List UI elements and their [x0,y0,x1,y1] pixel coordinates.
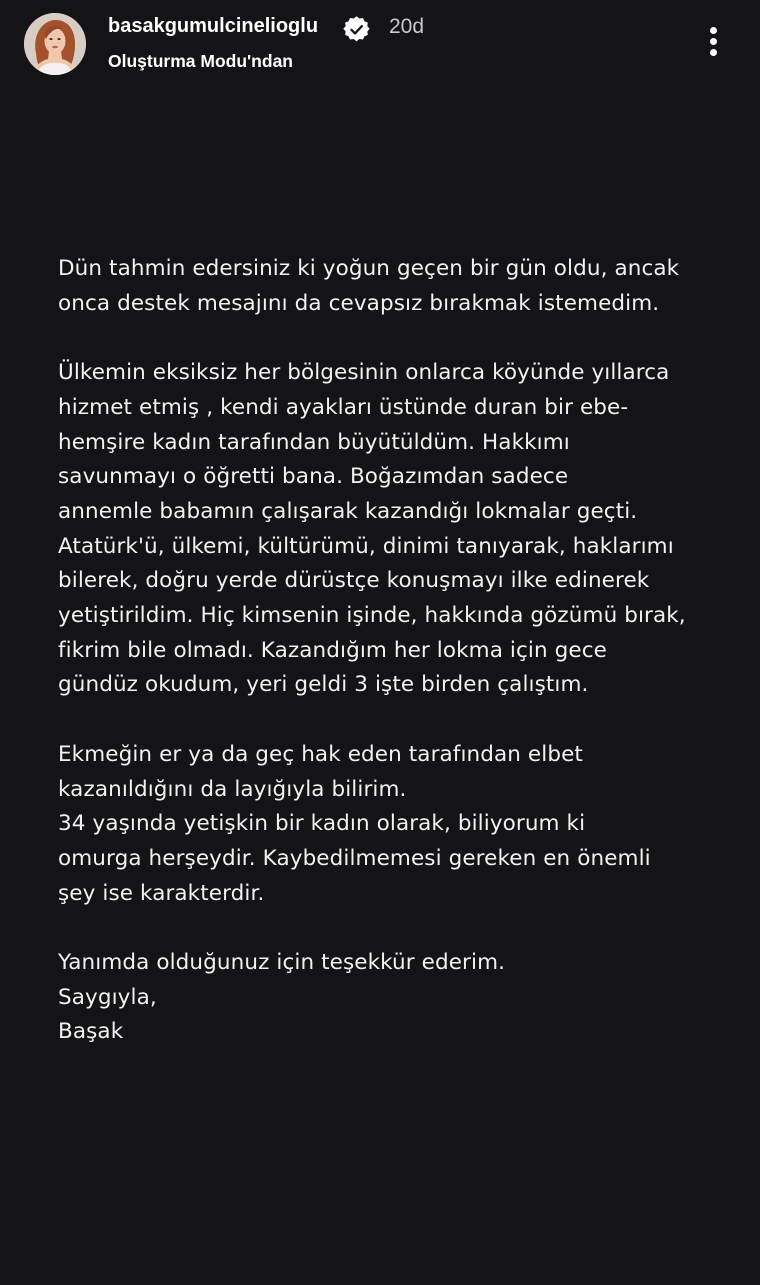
text-line: gündüz okudum, yeri geldi 3 işte birden çalıştım. [58,672,589,698]
text-line: Atatürk'ü, ülkemi, kültürümü, dinimi tanıyarak, haklarımı [58,533,674,559]
text-line: fikrim bile olmadı. Kazandığım her lokma için gece [58,637,607,663]
text-line: savunmayı o öğretti bana. Boğazımdan sadece [58,464,569,490]
text-line: onca destek mesajını da cevapsız bırakmak istemedim. [58,290,660,316]
text-line: Ekmeğin er ya da geç hak eden tarafından elbet [58,741,583,767]
text-line: hemşire kadın tarafından büyütüldüm. Hakkımı [58,429,570,455]
text-line: bilerek, doğru yerde dürüstçe konuşmayı ilke edinerek [58,568,650,594]
text-paragraph [58,738,748,912]
creation-mode-label[interactable]: Oluşturma Modu'ndan [108,51,293,71]
text-paragraph [58,356,748,703]
profile-photo-icon [24,13,86,75]
story-text [58,252,748,1050]
text-line: Başak [58,1019,124,1045]
more-dot [710,27,717,34]
more-dot [710,38,717,45]
text-line: omurga herşeydir. Kaybedilmemesi gereken en önemli [58,845,651,871]
more-dot [710,49,717,56]
avatar[interactable] [24,13,86,75]
post-time: 20d [389,15,425,38]
text-line: hizmet etmiş , kendi ayakları üstünde duran bir ebe- [58,394,629,420]
text-line: Dün tahmin edersiniz ki yoğun geçen bir gün oldu, ancak [58,256,680,281]
text-line: yetiştirildim. Hiç kimsenin işinde, hakkında gözümü bırak, [58,603,686,629]
more-vertical-icon[interactable] [696,22,732,62]
text-paragraph [58,252,748,321]
text-line: kazanıldığını da layığıyla bilirim. [58,776,407,802]
text-line: Ülkemin eksiksiz her bölgesinin onlarca köyünde yıllarca [58,360,670,386]
text-line: Yanımda olduğunuz için teşekkür ederim. [58,950,506,976]
text-paragraph [58,946,748,1050]
text-line: şey ise karakterdir. [58,880,265,906]
text-line: 34 yaşında yetişkin bir kadın olarak, biliyorum ki [58,811,586,837]
username[interactable]: basakgumulcinelioglu [108,15,319,37]
text-line: Saygıyla, [58,984,157,1010]
verified-badge-icon [343,16,370,43]
story-header [0,0,760,90]
text-line: annemle babamın çalışarak kazandığı lokmalar geçti. [58,498,638,524]
